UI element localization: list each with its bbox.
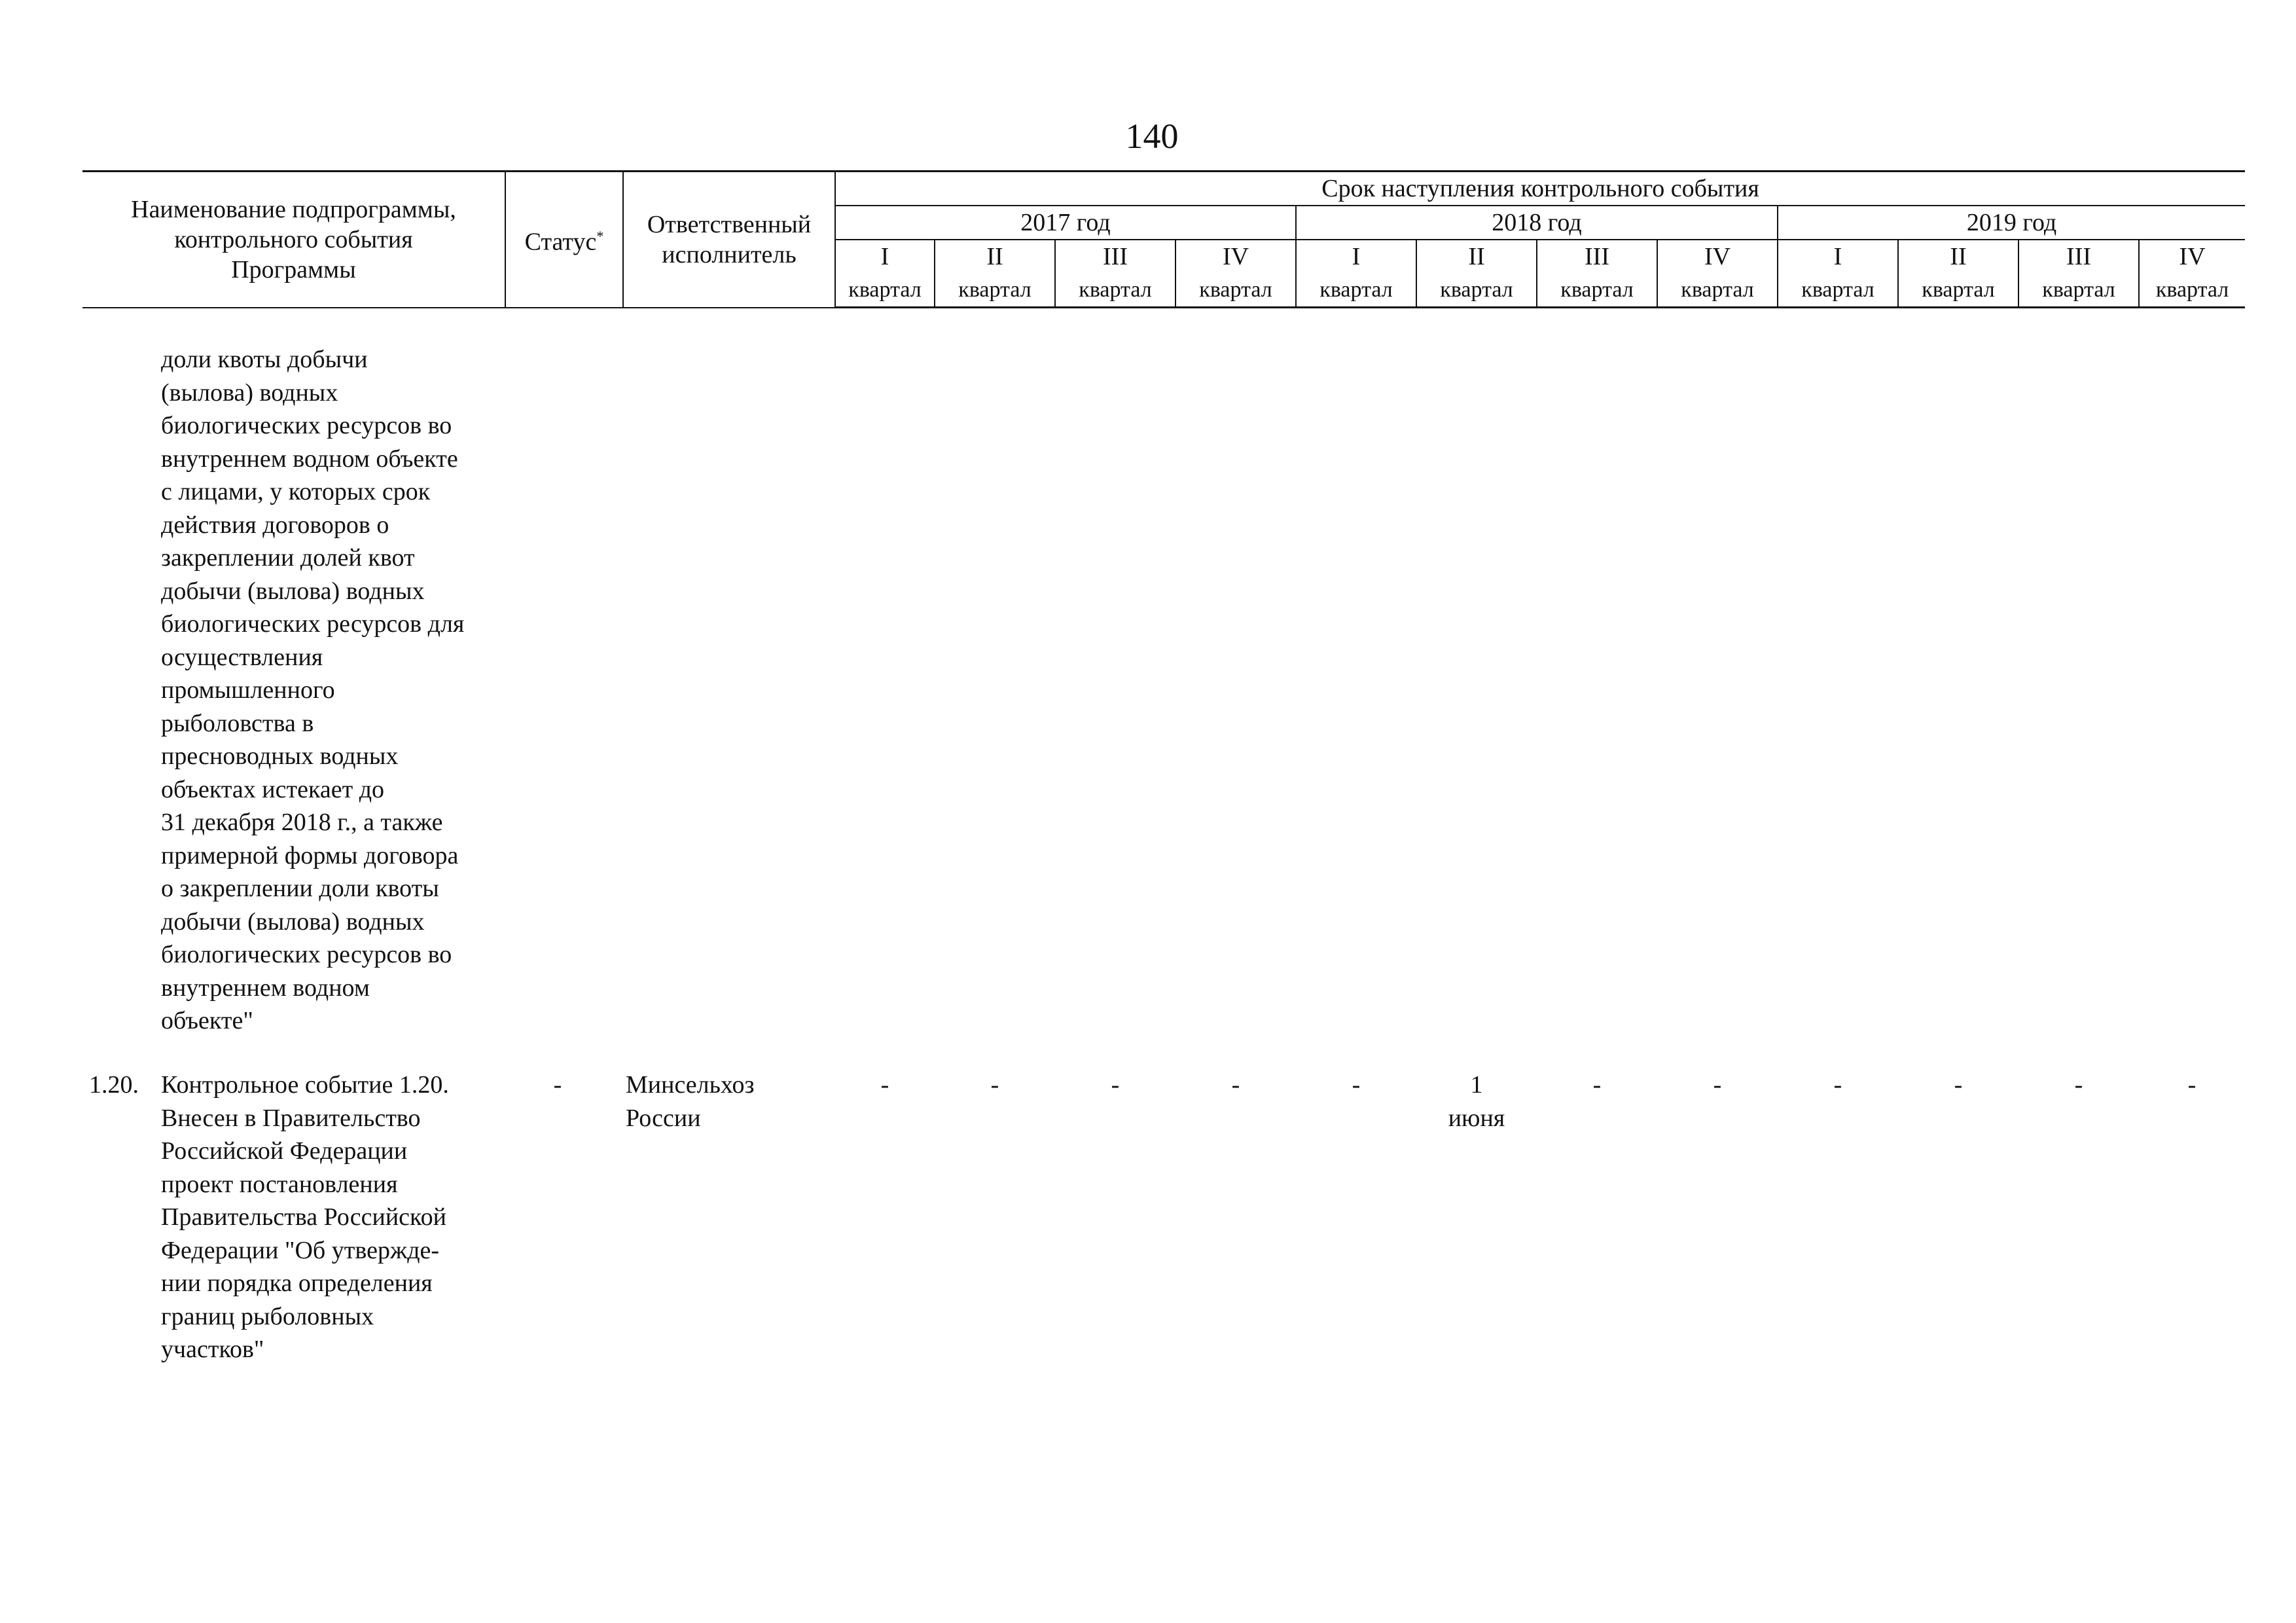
quarter-label: квартал [935,274,1055,308]
column-header-responsible: Ответственный исполнитель [623,172,835,308]
quarter-numeral: IV [1657,240,1778,274]
year-header: 2019 год [1778,206,2245,240]
row-quarter-value: - [1111,1071,1120,1099]
row-quarter-value: - [1231,1071,1240,1099]
quarter-numeral: IV [2139,240,2245,274]
quarter-numeral: III [1055,240,1175,274]
row-number: 1.20. [89,1071,139,1099]
row-quarter-value: - [880,1071,889,1099]
quarter-label: квартал [1296,274,1416,308]
year-header: 2018 год [1296,206,1778,240]
column-header-name: Наименование подпрограммы, контрольного события Программы [82,172,505,308]
quarter-label: квартал [2018,274,2139,308]
quarter-numeral: II [935,240,1055,274]
quarter-numeral: III [1537,240,1657,274]
column-header-deadline: Срок наступления контрольного события [835,172,2245,206]
quarter-label: квартал [1537,274,1657,308]
row-quarter-value: 1 июня [1448,1071,1505,1132]
table-header [82,170,2240,308]
quarter-numeral: I [835,240,935,274]
row-quarter-value: - [1833,1071,1842,1099]
quarter-numeral: II [1416,240,1537,274]
quarter-label: квартал [1175,274,1296,308]
row-description: Контрольное событие 1.20. Внесен в Правительство Российской Федерации проект постановления Правительства Российской Федерации "Об утвержде- нии порядка определения границ рыболовных участков" [161,1071,449,1363]
quarter-numeral: III [2018,240,2139,274]
quarter-label: квартал [1778,274,1898,308]
row-quarter-value: - [990,1071,999,1099]
quarter-label: квартал [835,274,935,308]
quarter-label: квартал [1898,274,2018,308]
row-responsible: Минсельхоз России [626,1071,755,1132]
row-quarter-value: - [1592,1071,1602,1099]
year-header: 2017 год [835,206,1296,240]
row-quarter-value: - [1352,1071,1361,1099]
quarter-label: квартал [1416,274,1537,308]
row-quarter-value: - [2074,1071,2083,1099]
row-status: - [553,1071,562,1099]
quarter-numeral: IV [1175,240,1296,274]
column-header-status: Статус* [505,172,623,308]
quarter-label: квартал [2139,274,2245,308]
status-footnote-mark: * [596,228,604,245]
quarter-numeral: II [1898,240,2018,274]
quarter-label: квартал [1657,274,1778,308]
table-body [82,340,2240,1584]
quarter-label: квартал [1055,274,1175,308]
page-number: 140 [1125,117,1179,156]
quarter-numeral: I [1296,240,1416,274]
row-description-continued: доли квоты добычи (вылова) водных биологических ресурсов во внутреннем водном объекте с лицами, у которых срок действия договоров о закреплении долей квот добычи (вылова) водных биологических ресурсов для осуществления промышленного рыболовства в пресноводных водных объектах истекает до 31 декабря 2018 г., а также примерной формы договора о закреплении доли квоты добычи (вылова) водных биологических ресурсов во внутреннем водном объекте" [161,346,465,1034]
quarter-numeral: I [1778,240,1898,274]
row-quarter-value: - [1954,1071,1963,1099]
row-quarter-value: - [1713,1071,1722,1099]
row-quarter-value: - [2187,1071,2197,1099]
